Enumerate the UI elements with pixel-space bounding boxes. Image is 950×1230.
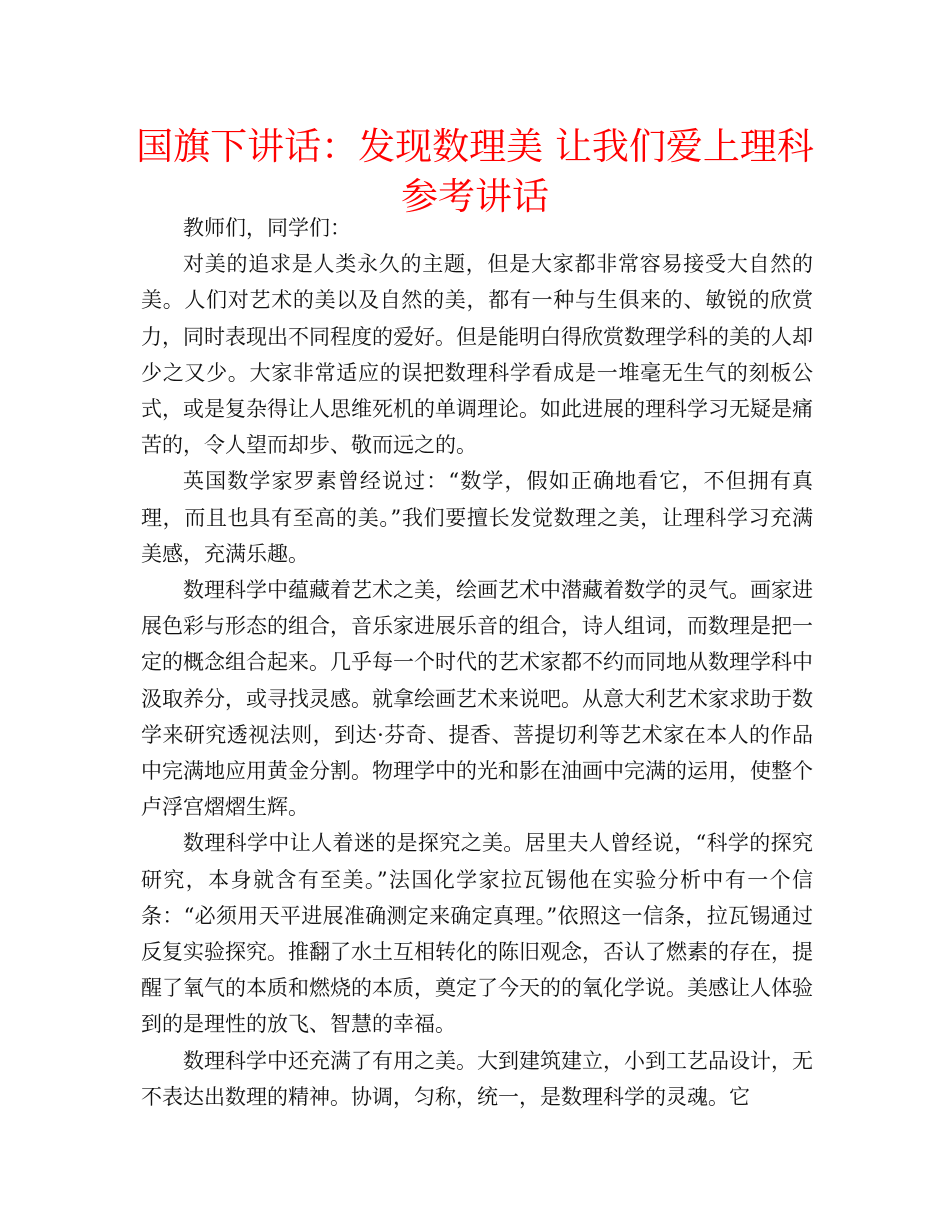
page-subtitle: 参考讲话	[401, 175, 549, 218]
paragraph: 英国数学家罗素曾经说过：“数学，假如正确地看它，不但拥有真理，而且也具有至高的美。”我们要擅长发觉数理之美，让理科学习充满美感，充满乐趣。	[141, 469, 813, 566]
paragraph: 数理科学中蕴藏着艺术之美，绘画艺术中潜藏着数学的灵气。画家进展色彩与形态的组合，音乐家进展乐音的组合，诗人组词，而数理是把一定的概念组合起来。几乎每一个时代的艺术家都不约而同地从数理学科中汲取养分，或寻找灵感。就拿绘画艺术来说吧。从意大利艺术家求助于数学来研究透视法则，到达·芬奇、提香、菩提切利等艺术家在本人的作品中完满地应用黄金分割。物理学中的光和影在油画中完满的运用，使整个卢浮宫熠熠生辉。	[141, 578, 813, 820]
salutation: 教师们，同学们：	[183, 216, 351, 240]
title-block	[0, 122, 950, 222]
page-title: 国旗下讲话：发现数理美 让我们爱上理科	[136, 125, 814, 168]
body-text	[141, 210, 813, 1115]
paragraph: 数理科学中还充满了有用之美。大到建筑建立，小到工艺品设计，无不表达出数理的精神。协调，匀称，统一，是数理科学的灵魂。它	[141, 1048, 813, 1109]
paragraph: 对美的追求是人类永久的主题，但是大家都非常容易接受大自然的美。人们对艺术的美以及自然的美，都有一种与生俱来的、敏锐的欣赏力，同时表现出不同程度的爱好。但是能明白得欣赏数理学科的美的人却少之又少。大家非常适应的误把数理科学看成是一堆毫无生气的刻板公式，或是复杂得让人思维死机的单调理论。如此进展的理科学习无疑是痛苦的，令人望而却步、敬而远之的。	[141, 252, 813, 458]
paragraph: 数理科学中让人着迷的是探究之美。居里夫人曾经说，“科学的探究研究，本身就含有至美。”法国化学家拉瓦锡他在实验分析中有一个信条：“必须用天平进展准确测定来确定真理。”依照这一信条，拉瓦锡通过反复实验探究。推翻了水土互相转化的陈旧观念，否认了燃素的存在，提醒了氧气的本质和燃烧的本质，奠定了今天的的氧化学说。美感让人体验到的是理性的放飞、智慧的幸福。	[141, 831, 813, 1037]
